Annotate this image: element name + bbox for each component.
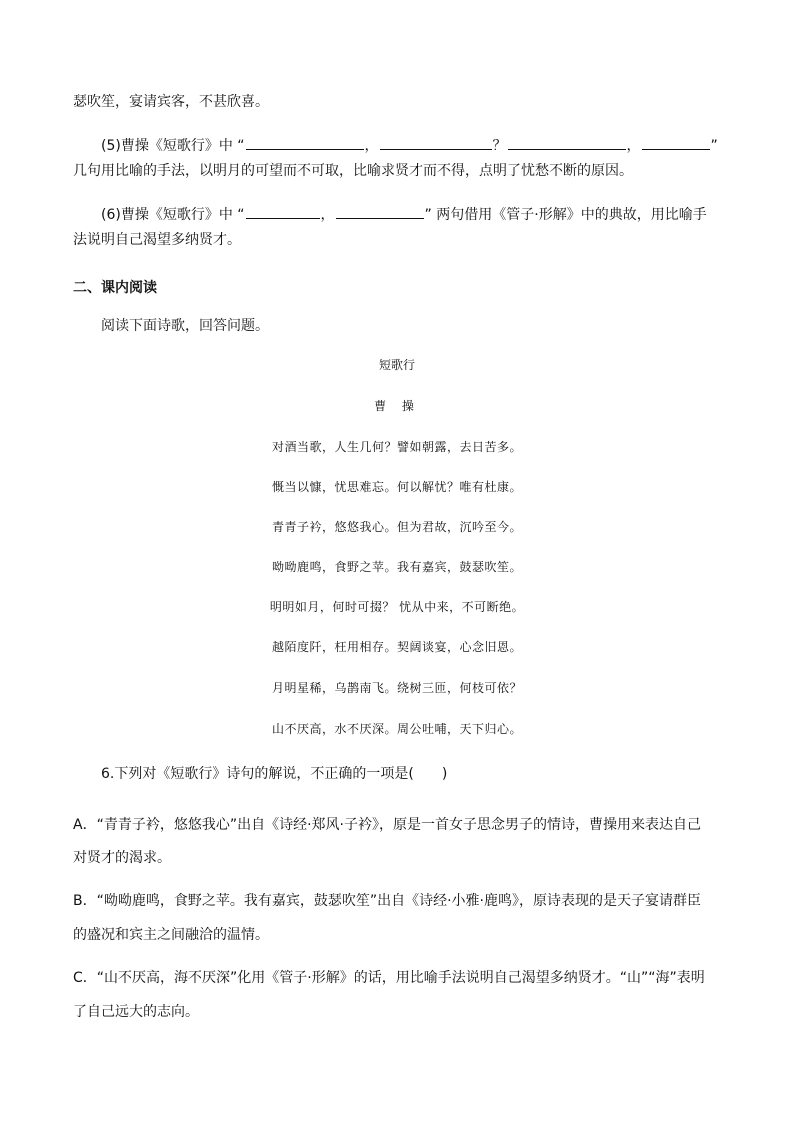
- option-a-line-2: 对贤才的渴求。: [73, 850, 171, 866]
- question-6-fill: [101, 205, 707, 225]
- question-5: [101, 136, 718, 156]
- q6-after: ” 两句借用《管子·形解》中的典故，用比喻手: [424, 207, 707, 223]
- q5-line-2: 几句用比喻的手法，以明月的可望而不可取，比喻求贤才而不得，点明了忧愁不断的原因。: [73, 163, 633, 179]
- poem-verse-8: 山不厌高，水不厌深。周公吐哺，天下归心。: [271, 722, 522, 736]
- q5-sep-2: ？: [492, 138, 507, 154]
- section-heading: 二、课内阅读: [73, 280, 157, 296]
- poem-verse-1: 对酒当歌，人生几何？譬如朝露，去日苦多。: [271, 440, 522, 454]
- option-c-line-2: 了自己远大的志向。: [73, 1004, 199, 1020]
- q5-blank-2[interactable]: [380, 136, 492, 150]
- q6-sep-1: ，: [320, 207, 335, 223]
- poem-verse-2: 慨当以慷，忧思难忘。何以解忧？唯有杜康。: [271, 480, 522, 494]
- q6-line-2: 法说明自己渴望多纳贤才。: [73, 232, 241, 248]
- q5-blank-3[interactable]: [508, 136, 626, 150]
- poem-title: 短歌行: [378, 358, 415, 372]
- q6-prefix: (6)曹操《短歌行》中 “: [101, 207, 245, 223]
- poem-author: 曹 操: [374, 399, 420, 413]
- option-b-line-2: 的盛况和宾主之间融洽的温情。: [73, 927, 269, 943]
- q5-suffix: ”: [710, 138, 718, 154]
- q5-sep-1: ，: [364, 138, 379, 154]
- question-6-stem: 6.下列对《短歌行》诗句的解说，不正确的一项是( ): [101, 766, 448, 782]
- q6-blank-2[interactable]: [336, 205, 424, 219]
- q6-blank-1[interactable]: [246, 205, 320, 219]
- option-c-line-1: C．“山不厌高，海不厌深”化用《管子·形解》的话，用比喻手法说明自己渴望多纳贤才。“山”“海”表明: [73, 970, 705, 986]
- option-b-line-1: B．“呦呦鹿鸣，食野之苹。我有嘉宾，鼓瑟吹笙”出自《诗经·小雅·鹿鸣》，原诗表现的是天子宴请群臣: [73, 893, 702, 909]
- carry-over-line: 瑟吹笙，宴请宾客，不甚欣喜。: [73, 94, 269, 110]
- poem-verse-7: 月明星稀，乌鹊南飞。绕树三匝，何枝可依？: [271, 681, 522, 695]
- poem-verse-5: 明明如月，何时可掇？ 忧从中来，不可断绝。: [269, 600, 525, 614]
- q5-blank-4[interactable]: [642, 136, 710, 150]
- q5-blank-1[interactable]: [246, 136, 364, 150]
- poem-verse-3: 青青子衿，悠悠我心。但为君故，沉吟至今。: [271, 520, 522, 534]
- poem-verse-4: 呦呦鹿鸣，食野之苹。我有嘉宾，鼓瑟吹笙。: [271, 560, 522, 574]
- option-a-line-1: A．“青青子衿，悠悠我心”出自《诗经·郑风·子衿》，原是一首女子思念男子的情诗，曹操用来表达自己: [73, 817, 701, 833]
- reading-instruction: 阅读下面诗歌，回答问题。: [101, 318, 269, 334]
- q5-sep-3: ，: [626, 138, 641, 154]
- poem-verse-6: 越陌度阡，枉用相存。契阔谈宴，心念旧恩。: [271, 640, 522, 654]
- q5-prefix: (5)曹操《短歌行》中 “: [101, 138, 245, 154]
